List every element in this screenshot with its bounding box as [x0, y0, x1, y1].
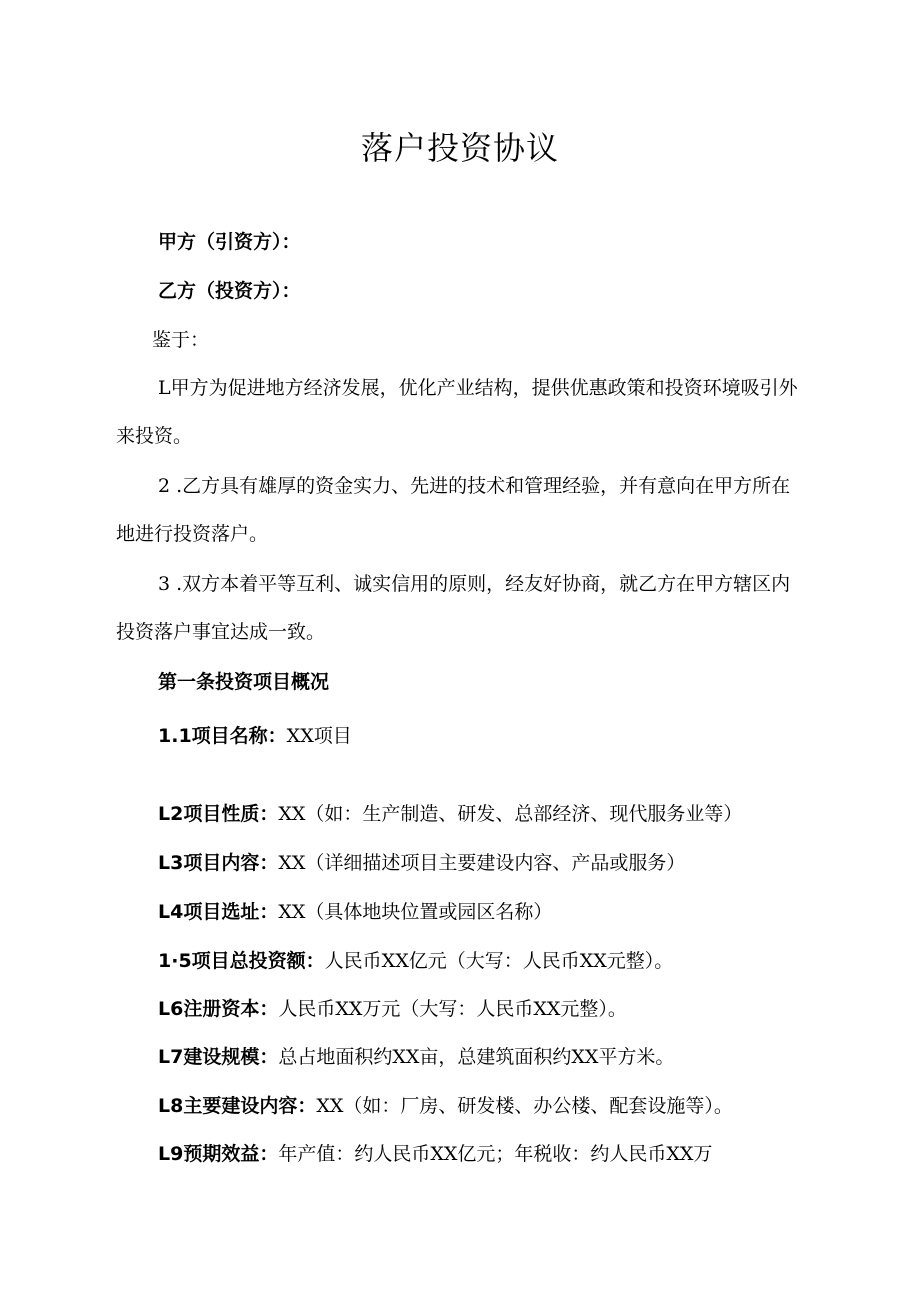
item-key: L9预期效益：	[158, 1143, 279, 1165]
item-key: L2项目性质：	[158, 803, 279, 825]
item-key: L3项目内容：	[158, 852, 279, 874]
item-value: XX（具体地块位置或园区名称）	[278, 901, 553, 923]
item-1-4	[158, 898, 552, 926]
item-1-3	[158, 849, 685, 877]
item-value: XX（详细描述项目主要建设内容、产品或服务）	[278, 852, 686, 874]
item-key: L4项目选址：	[158, 901, 279, 923]
article-1-heading: 第一条投资项目概况	[158, 671, 330, 693]
item-value: 人民币XX亿元（大写：人民币XX元整）。	[324, 950, 674, 972]
document-title: 落户投资协议	[360, 129, 559, 167]
item-1-8	[158, 1092, 733, 1120]
item-1-7	[158, 1043, 674, 1071]
item-1-6	[158, 995, 627, 1023]
item-value: 年产值：约人民币XX亿元；年税收：约人民币XX万	[278, 1143, 713, 1165]
whereas-label: 鉴于：	[152, 329, 210, 351]
item-value: XX项目	[286, 725, 352, 747]
item-value: XX（如：生产制造、研发、总部经济、现代服务业等）	[278, 803, 743, 825]
item-value: 人民币XX万元（大写：人民币XX元整）。	[278, 998, 627, 1020]
item-1-5	[158, 947, 673, 975]
party-b-label: 乙方（投资方）：	[158, 280, 301, 302]
item-key: 1.1项目名称：	[158, 725, 287, 747]
item-key: L8主要建设内容：	[158, 1095, 317, 1117]
item-key: 1·5项目总投资额：	[158, 950, 325, 972]
item-1-2	[158, 800, 742, 828]
item-1-9	[158, 1140, 712, 1168]
item-1-1	[158, 722, 352, 750]
item-value: XX（如：厂房、研发楼、办公楼、配套设施等）。	[316, 1095, 733, 1117]
item-key: L7建设规模：	[158, 1046, 279, 1068]
party-a-label: 甲方（引资方）：	[158, 231, 301, 253]
item-key: L6注册资本：	[158, 998, 279, 1020]
recital-2: 2 .乙方具有雄厚的资金实力、先进的技术和管理经验，并有意向在甲方所在地进行投资落户。	[116, 475, 791, 545]
recital-1: L甲方为促进地方经济发展，优化产业结构，提供优惠政策和投资环境吸引外来投资。	[116, 377, 798, 447]
recital-3: 3 .双方本着平等互利、诚实信用的原则，经友好协商，就乙方在甲方辖区内投资落户事宜达成一致。	[116, 573, 791, 643]
item-value: 总占地面积约XX亩，总建筑面积约XX平方米。	[278, 1046, 675, 1068]
